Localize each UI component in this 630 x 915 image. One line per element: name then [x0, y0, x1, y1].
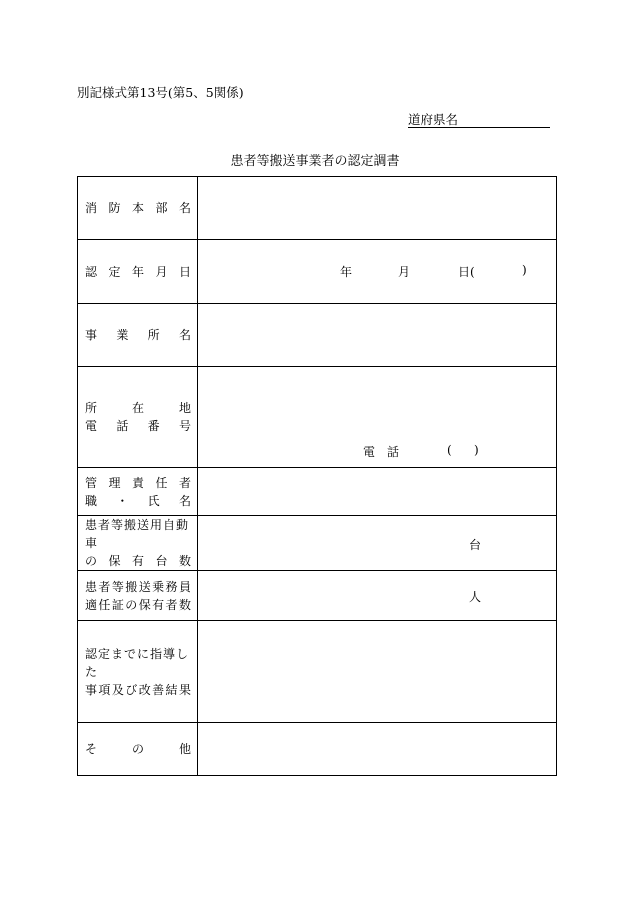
row-staff — [78, 571, 557, 621]
label-char: 有 — [131, 554, 144, 568]
label-char: 日 — [178, 264, 191, 279]
label-char: 電 — [85, 419, 98, 433]
year-unit: 年 — [340, 265, 353, 279]
prefecture-field[interactable]: 道府県名 — [408, 113, 550, 128]
month-unit: 月 — [398, 265, 411, 279]
document-title: 患者等搬送事業者の認定調書 — [230, 154, 400, 169]
day-unit: 日( — [458, 265, 475, 279]
vehicles-label: 患者等搬送用自動車 の 保 有 台 数 — [78, 516, 198, 571]
label-char: 部 — [155, 201, 168, 215]
label-char: 年 — [131, 264, 144, 279]
label-char: 認 — [85, 264, 98, 279]
vehicles-unit: 台 — [469, 537, 482, 552]
phone-label: 電 話 — [363, 445, 400, 459]
row-vehicles — [78, 516, 557, 571]
label-char: 適 — [85, 597, 98, 612]
label-char: 果 — [178, 682, 191, 697]
label-char: 消 — [85, 201, 98, 215]
label-char: 名 — [178, 328, 191, 342]
label-char: 項 — [98, 682, 111, 697]
label-char: 事 — [85, 682, 98, 697]
label-char: 任 — [155, 475, 168, 490]
label-char: 患 — [85, 579, 98, 594]
label-char: 善 — [152, 682, 165, 697]
label-char: ・ — [116, 493, 129, 508]
label-char: 保 — [138, 597, 151, 612]
label-char: 台 — [155, 554, 168, 568]
certification-date-value[interactable] — [198, 240, 557, 304]
label-char: 数 — [178, 597, 191, 612]
label-char: 業 — [116, 328, 129, 342]
label-char: 証 — [111, 597, 124, 612]
label-char: 搬 — [125, 579, 138, 594]
label-char: 話 — [116, 419, 129, 433]
label-char: 在 — [131, 401, 144, 415]
label-char: 有 — [152, 597, 165, 612]
label-char: 氏 — [147, 493, 160, 508]
staff-label — [78, 571, 198, 621]
label-char: 及 — [111, 682, 124, 697]
location-value[interactable] — [198, 367, 557, 468]
label-char: 他 — [178, 742, 191, 756]
manager-label — [78, 468, 198, 516]
label-char: 結 — [165, 682, 178, 697]
row-guidance — [78, 621, 557, 723]
label-char: の — [125, 597, 138, 612]
staff-unit: 人 — [469, 590, 482, 604]
guidance-label: 認定までに指導した 事 項 及 び 改 善 結 果 — [78, 621, 198, 723]
label-char: 員 — [178, 579, 191, 594]
row-certification-date — [78, 240, 557, 304]
label-char: 改 — [138, 682, 151, 697]
day-close-paren: ) — [522, 263, 527, 277]
label-char: 乗 — [152, 579, 165, 594]
phone-paren-open: ( — [447, 443, 452, 457]
label-char: 防 — [108, 201, 121, 215]
guidance-value[interactable] — [198, 621, 557, 723]
label-char: の — [85, 554, 98, 568]
label-char: 等 — [111, 579, 124, 594]
staff-value[interactable] — [198, 571, 557, 621]
label-char: 保 — [108, 554, 121, 568]
label-char: 所 — [85, 401, 98, 415]
label-char: 任 — [98, 597, 111, 612]
location-label — [78, 367, 198, 468]
label-char: 定 — [108, 264, 121, 279]
row-office — [78, 304, 557, 367]
label-char: 数 — [178, 554, 191, 568]
fire-department-label — [78, 177, 198, 240]
other-label — [78, 723, 198, 776]
other-value[interactable] — [198, 723, 557, 776]
office-value[interactable] — [198, 304, 557, 367]
label-char: 務 — [165, 579, 178, 594]
row-other — [78, 723, 557, 776]
vehicles-value[interactable] — [198, 516, 557, 571]
label-char: 管 — [85, 475, 98, 490]
label-char: 月 — [155, 264, 168, 279]
label-char: 号 — [178, 419, 191, 433]
label-char: 者 — [165, 597, 178, 612]
form-number: 別記様式第13号(第5、5関係) — [77, 85, 244, 100]
label-char: 送 — [138, 579, 151, 594]
certification-form-table — [77, 176, 557, 776]
row-location — [78, 367, 557, 468]
label-char: 者 — [98, 579, 111, 594]
certification-date-label — [78, 240, 198, 304]
label-char: 責 — [131, 475, 144, 490]
manager-value[interactable] — [198, 468, 557, 516]
label-char: 名 — [178, 201, 191, 215]
label-char: 所 — [147, 328, 160, 342]
label-char: 職 — [85, 493, 98, 508]
phone-paren-close: ) — [474, 443, 479, 457]
row-manager — [78, 468, 557, 516]
label-char: の — [131, 742, 144, 756]
label-char: 本 — [131, 201, 144, 215]
label-char: び — [125, 682, 138, 697]
office-label — [78, 304, 198, 367]
label-char: 事 — [85, 328, 98, 342]
label-char: そ — [85, 742, 98, 756]
label-char: 名 — [178, 493, 191, 508]
label-char: 地 — [178, 401, 191, 415]
label-char: 理 — [108, 475, 121, 490]
label-char: 者 — [178, 475, 191, 490]
fire-department-value[interactable] — [198, 177, 557, 240]
label-char: 番 — [147, 419, 160, 433]
row-fire-department — [78, 177, 557, 240]
